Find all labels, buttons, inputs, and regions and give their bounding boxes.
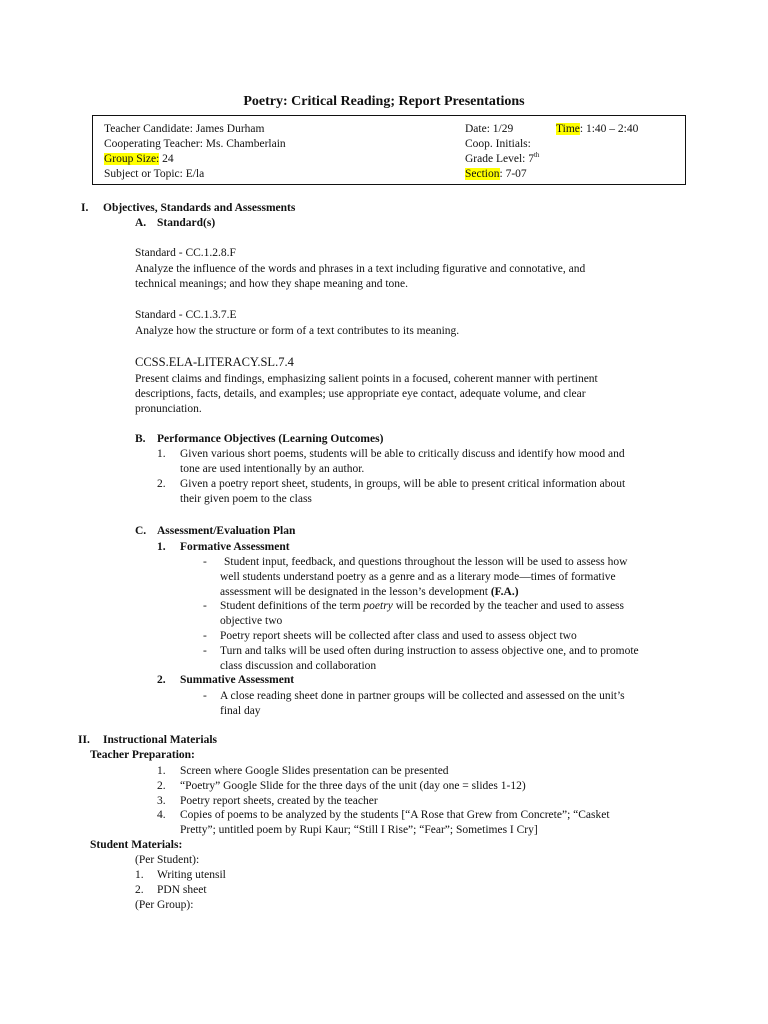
per-group-label: (Per Group):: [135, 899, 194, 911]
formative-2-post: will be recorded by the teacher and used to assess: [392, 600, 625, 612]
standard-1-line-2: technical meanings; and how they shape meaning and tone.: [135, 278, 409, 290]
summative-1-dash: -: [203, 690, 207, 702]
formative-2-pre: Student definitions of the term: [220, 600, 364, 612]
formative-1-line-1: Student input, feedback, and questions throughout the lesson will be used to assess how: [224, 556, 628, 568]
cooperating-teacher: Cooperating Teacher: Ms. Chamberlain: [104, 138, 286, 150]
formative-2-italic: poetry: [363, 600, 393, 612]
formative-fa-tag: (F.A.): [487, 586, 519, 598]
section1a-number: A.: [135, 217, 147, 229]
formative-2-line-1: [220, 599, 624, 614]
formative-4-line-1: Turn and talks will be used often during instruction to assess objective one, and to promote: [220, 645, 639, 657]
teacher-item-3-text: Poetry report sheets, created by the teacher: [180, 795, 378, 807]
section2-number: II.: [78, 734, 90, 746]
formative-1-line-3-text: assessment will be designated in the lesson’s development: [220, 586, 488, 598]
objective-2-line-1: Given a poetry report sheet, students, in groups, will be able to present critical information about: [180, 478, 626, 490]
teacher-item-3-number: 3.: [157, 795, 166, 807]
teacher-item-2-number: 2.: [157, 780, 166, 792]
grade-level-text: Grade Level: 7: [465, 153, 534, 165]
section2-heading: Instructional Materials: [103, 734, 218, 746]
summative-1-line-2: final day: [220, 705, 261, 717]
document-title: Poetry: Critical Reading; Report Presentations: [243, 94, 525, 109]
formative-heading: Formative Assessment: [180, 541, 290, 553]
objective-1-number: 1.: [157, 448, 166, 460]
teacher-item-4-line-2: Pretty”; untitled poem by Rupi Kaur; “Still I Rise”; “Fear”; Sometimes I Cry]: [180, 824, 538, 836]
formative-4-dash: -: [203, 645, 207, 657]
standard-2-line-1: Analyze how the structure or form of a text contributes to its meaning.: [135, 325, 460, 337]
section-label: Section: [465, 168, 500, 180]
lesson-date: Date: 1/29: [465, 123, 514, 135]
standard-3-code: CCSS.ELA-LITERACY.SL.7.4: [135, 355, 294, 369]
student-item-2-text: PDN sheet: [157, 884, 207, 896]
student-item-1-number: 1.: [135, 869, 144, 881]
formative-3-dash: -: [203, 630, 207, 642]
summative-heading: Summative Assessment: [180, 674, 295, 686]
formative-1-line-3: [220, 585, 519, 600]
section1b-number: B.: [135, 433, 146, 445]
section1-heading: Objectives, Standards and Assessments: [103, 202, 296, 214]
lesson-time: [556, 122, 638, 137]
standard-3-line-3: pronunciation.: [135, 403, 202, 415]
group-size-label: Group Size:: [104, 153, 160, 165]
objective-1-line-2: tone are used intentionally by an author.: [180, 463, 365, 475]
per-student-label: (Per Student):: [135, 854, 200, 866]
formative-1-line-2: well students understand poetry as a genre and as a literary mode—times of formative: [220, 571, 616, 583]
group-size-value: 24: [159, 153, 174, 165]
section1b-heading: Performance Objectives (Learning Outcomes): [157, 433, 384, 445]
section1c-number: C.: [135, 525, 147, 537]
time-value: : 1:40 – 2:40: [579, 123, 639, 135]
formative-number: 1.: [157, 541, 166, 553]
formative-2-dash: -: [203, 600, 207, 612]
student-item-2-number: 2.: [135, 884, 144, 896]
teacher-candidate: Teacher Candidate: James Durham: [104, 123, 265, 135]
section-number: [465, 167, 527, 182]
formative-1-dash: -: [203, 556, 207, 568]
section-value: : 7-07: [499, 168, 527, 180]
standard-1-code: Standard - CC.1.2.8.F: [135, 247, 236, 259]
subject-topic: Subject or Topic: E/la: [104, 168, 205, 180]
formative-2-line-2: objective two: [220, 615, 283, 627]
standard-3-line-1: Present claims and findings, emphasizing salient points in a focused, coherent manner with pertinent: [135, 373, 598, 385]
teacher-prep-heading: Teacher Preparation:: [90, 749, 195, 761]
section1a-heading: Standard(s): [157, 217, 216, 229]
section1-number: I.: [81, 202, 89, 214]
objective-1-line-1: Given various short poems, students will be able to critically discuss and identify how mood and: [180, 448, 625, 460]
teacher-item-4-line-1: Copies of poems to be analyzed by the students [“A Rose that Grew from Concrete”; “Casket: [180, 809, 610, 821]
student-materials-heading: Student Materials:: [90, 839, 183, 851]
standard-2-code: Standard - CC.1.3.7.E: [135, 309, 237, 321]
formative-4-line-2: class discussion and collaboration: [220, 660, 377, 672]
teacher-item-1-number: 1.: [157, 765, 166, 777]
grade-level-sup: th: [533, 151, 540, 160]
group-size: [104, 152, 174, 167]
lesson-info-box: [92, 115, 686, 185]
summative-1-line-1: A close reading sheet done in partner groups will be collected and assessed on the unit’s: [220, 690, 625, 702]
grade-level: [465, 152, 539, 167]
standard-3-line-2: descriptions, facts, details, and examples; use appropriate eye contact, adequate volume, and clear: [135, 388, 586, 400]
student-item-1-text: Writing utensil: [157, 869, 226, 881]
section1c-heading: Assessment/Evaluation Plan: [157, 525, 296, 537]
standard-1-line-1: Analyze the influence of the words and phrases in a text including figurative and connotative, and: [135, 263, 586, 275]
teacher-item-2-text: “Poetry” Google Slide for the three days of the unit (day one = slides 1-12): [180, 780, 526, 792]
time-label: Time: [556, 123, 580, 135]
objective-2-line-2: their given poem to the class: [180, 493, 312, 505]
formative-3-line-1: Poetry report sheets will be collected after class and used to assess object two: [220, 630, 577, 642]
teacher-item-4-number: 4.: [157, 809, 166, 821]
coop-initials: Coop. Initials:: [465, 138, 531, 150]
teacher-item-1-text: Screen where Google Slides presentation can be presented: [180, 765, 449, 777]
objective-2-number: 2.: [157, 478, 166, 490]
summative-number: 2.: [157, 674, 166, 686]
